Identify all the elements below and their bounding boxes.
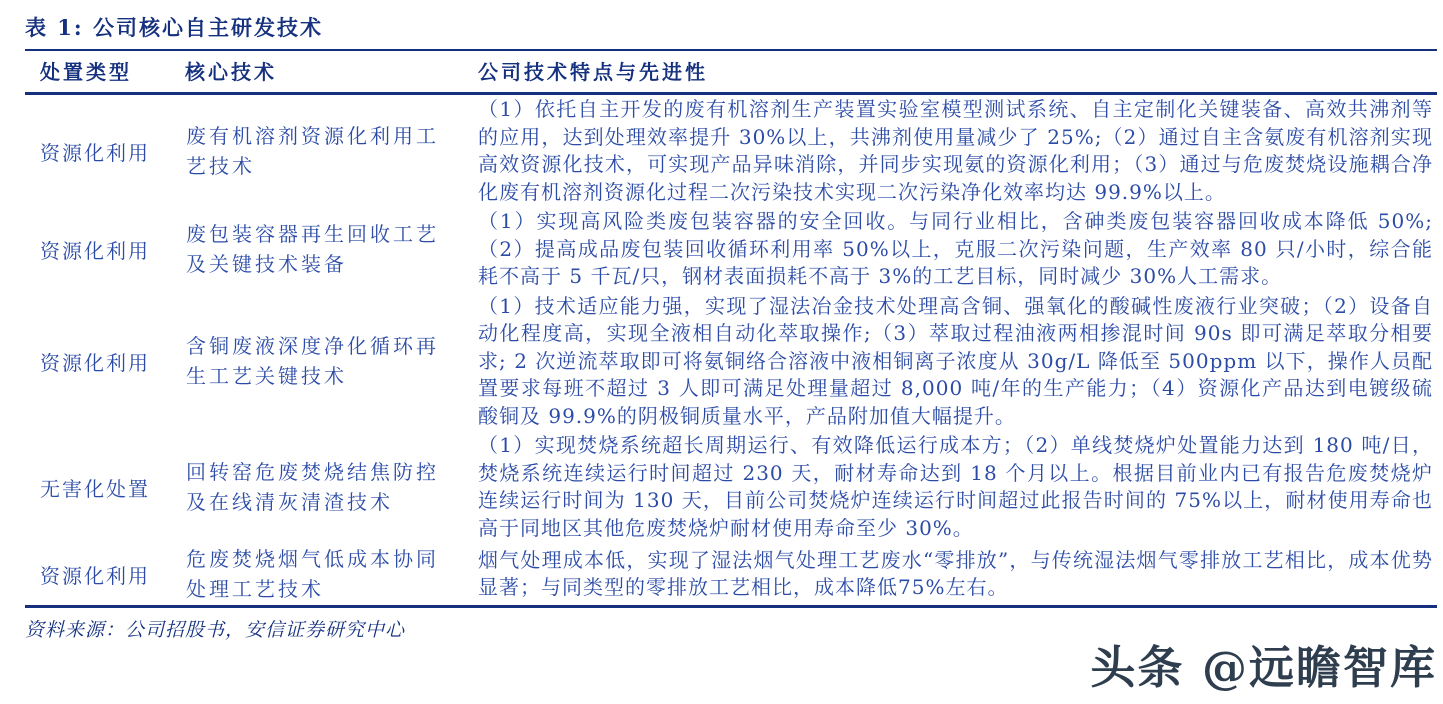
- core-tech-cell: 危废焚烧烟气低成本协同处理工艺技术: [185, 543, 478, 607]
- disposal-type-cell: 无害化处置: [40, 476, 150, 501]
- table-title: 表 1: 公司核心自主研发技术: [25, 15, 323, 40]
- table-header-row: [25, 50, 1437, 94]
- source-note: 资料来源：公司招股书，安信证券研究中心: [25, 619, 406, 641]
- core-tech-cell: 废有机溶剂资源化利用工艺技术: [186, 124, 439, 178]
- core-tech-cell: 含铜废液深度净化循环再生工艺关键技术: [186, 334, 439, 389]
- tech-detail-cell: （1）依托自主开发的废有机溶剂生产装置实验室模型测试系统、自主定制化关键装备、高效共沸剂等的应用，达到处理效率提升 30%以上，共沸剂使用量减少了 25%;（2）通过自主含氨废有机溶剂实现高效资源化技术，可实现产品异味消除，并同步实现氨的资源化利用；（3）通过与危废焚烧设施耦合净化废有机溶剂资源化过程二次污染技术实现二次污染净化效率均达 99.9%以上。: [478, 97, 1433, 204]
- watermark-label: 头条 @远瞻智库: [1090, 641, 1437, 694]
- tech-detail-cell: （1）技术适应能力强，实现了湿法冶金技术处理高含铜、强氧化的酸碱性废液行业突破；（2）设备自动化程度高，实现全液相自动化萃取操作;（3）萃取过程油液两相掺混时间 90s 即可满足萃取分相要求; 2 次逆流萃取即可将氨铜络合溶液中液相铜离子浓度从 30g/L 降低至 500ppm 以下，操作人员配置要求每班不超过 3 人即可满足处理量超过 8,000 吨/年的生产能力；（4）资源化产品达到电镀级硫酸铜及 99.9%的阴极铜质量水平，产品附加值大幅提升。: [478, 293, 1433, 428]
- disposal-type-cell: 资源化利用: [25, 543, 185, 607]
- disposal-type-cell: 资源化利用: [40, 140, 150, 165]
- table-row: [25, 431, 1437, 543]
- disposal-type-cell: 资源化利用: [40, 238, 150, 263]
- header-tech-detail: 公司技术特点与先进性: [478, 50, 1437, 94]
- disposal-type-cell: 资源化利用: [40, 350, 150, 375]
- table-row: [25, 292, 1437, 432]
- tech-detail-cell: （1）实现高风险类废包装容器的安全回收。与同行业相比，含砷类废包装容器回收成本降低 50%;（2）提高成品废包装回收循环利用率 50%以上，克服二次污染问题，生产效率 80 只/小时，综合能耗不高于 5 千瓦/只，钢材表面损耗不高于 3%的工艺目标，同时减少 30%人工需求。: [478, 209, 1433, 288]
- table-row: [25, 94, 1437, 208]
- table-row: [25, 207, 1437, 292]
- core-tech-cell: 废包装容器再生回收工艺及关键技术装备: [186, 222, 439, 277]
- tech-detail-cell: （1）实现焚烧系统超长周期运行、有效降低运行成本方；（2）单线焚烧炉处置能力达到 180 吨/日，焚烧系统连续运行时间超过 230 天，耐材寿命达到 18 个月以上。根据目前业内已有报告危废焚烧炉连续运行时间为 130 天，目前公司焚烧炉连续运行时间超过此报告时间的 75%以上，耐材使用寿命也高于同地区其他危废焚烧炉耐材使用寿命至少 30%。: [478, 433, 1433, 540]
- core-technology-table: [25, 49, 1437, 608]
- header-core-tech: 核心技术: [185, 50, 478, 94]
- header-disposal-type: 处置类型: [25, 50, 185, 94]
- report-table-page: [0, 12, 1443, 704]
- tech-detail-cell: 烟气处理成本低，实现了湿法烟气处理工艺废水“零排放”，与传统湿法烟气零排放工艺相比，成本优势显著；与同类型的零排放工艺相比，成本降低75%左右。: [478, 543, 1437, 607]
- core-tech-cell: 回转窑危废焚烧结焦防控及在线清灰清渣技术: [186, 460, 439, 514]
- table-row: [25, 543, 1437, 607]
